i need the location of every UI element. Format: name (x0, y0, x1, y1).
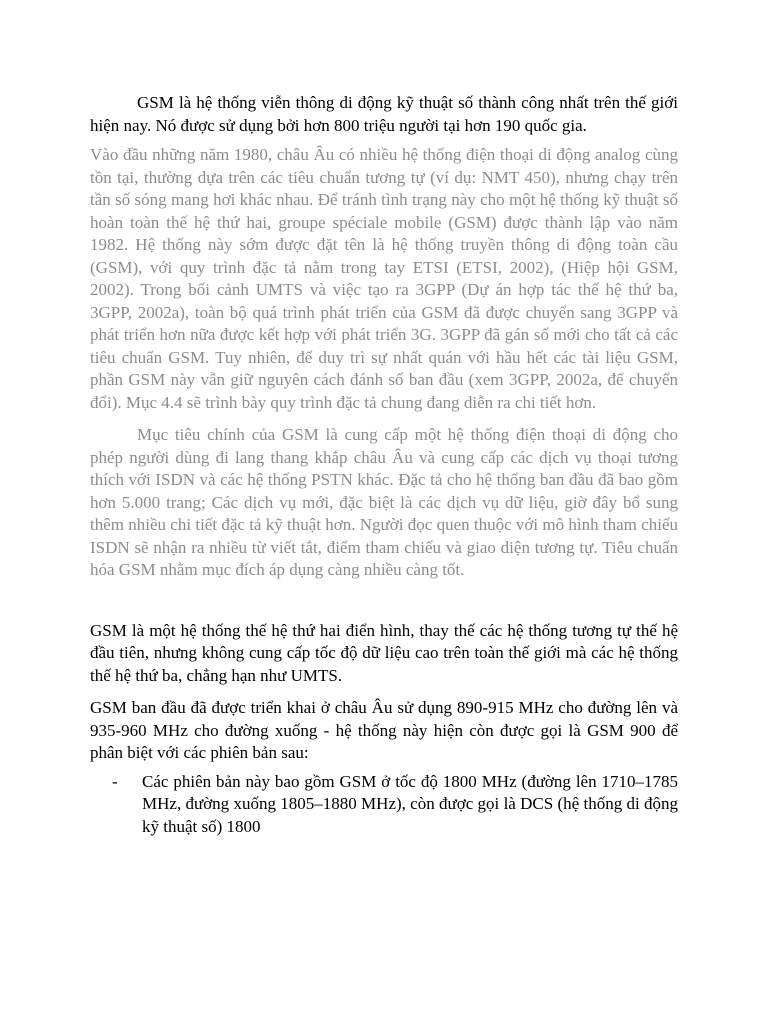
list-item (90, 771, 678, 839)
versions-list (90, 771, 678, 839)
intro-paragraph: GSM là hệ thống viễn thông di động kỹ thuật số thành công nhất trên thế giới hiện nay. Nó được sử dụng bởi hơn 800 triệu người tại hơn 190 quốc gia. (90, 93, 678, 135)
bullet-marker: - (112, 771, 118, 791)
second-generation-paragraph: GSM là một hệ thống thế hệ thứ hai điển hình, thay thế các hệ thống tương tự thế hệ đầu tiên, nhưng không cung cấp tốc độ dữ liệu cao trên toàn thế giới mà các hệ thống thế hệ thứ ba, chẳng hạn như UMTS. (90, 620, 678, 685)
list-item-text: Các phiên bản này bao gồm GSM ở tốc độ 1800 MHz (đường lên 1710–1785 MHz, đường xuống 1805–1880 MHz), còn được gọi là DCS (hệ thống di động kỹ thuật số) 1800 (142, 771, 678, 836)
frequency-bands-paragraph: GSM ban đầu đã được triển khai ở châu Âu sử dụng 890-915 MHz cho đường lên và 935-960 MHz cho đường xuống - hệ thống này hiện còn được gọi là GSM 900 để phân biệt với các phiên bản sau: (90, 698, 678, 762)
goal-paragraph: Mục tiêu chính của GSM là cung cấp một hệ thống điện thoại di động cho phép người dùng đi lang thang khắp châu Âu và cung cấp các dịch vụ thoại tương thích với ISDN và các hệ thống PSTN khác. Đặc tả cho hệ thống ban đầu đã bao gồm hơn 5.000 trang; Các dịch vụ mới, đặc biệt là các dịch vụ dữ liệu, giờ đây bổ sung thêm nhiều chi tiết đặc tả kỹ thuật hơn. Người đọc quen thuộc với mô hình tham chiếu ISDN sẽ nhận ra nhiều từ viết tắt, điểm tham chiếu và giao diện tương tự. Tiêu chuẩn hóa GSM nhằm mục đích áp dụng càng nhiều càng tốt. (90, 425, 678, 579)
history-paragraph: Vào đầu những năm 1980, châu Âu có nhiều hệ thống điện thoại di động analog cùng tồn tại, thường dựa trên các tiêu chuẩn tương tự (ví dụ: NMT 450), nhưng chạy trên tần số sóng mang hơi khác nhau. Để tránh tình trạng này cho một hệ thống kỹ thuật số hoàn toàn thế hệ thứ hai, groupe spéciale mobile (GSM) được thành lập vào năm 1982. Hệ thống này sớm được đặt tên là hệ thống truyền thông di động toàn cầu (GSM), với quy trình đặc tả nằm trong tay ETSI (ETSI, 2002), (Hiệp hội GSM, 2002). Trong bối cảnh UMTS và việc tạo ra 3GPP (Dự án hợp tác thế hệ thứ ba, 3GPP, 2002a), toàn bộ quá trình phát triển của GSM đã được chuyển sang 3GPP và phát triển hơn nữa được kết hợp với phát triển 3G. 3GPP đã gán số mới cho tất cả các tiêu chuẩn GSM. Tuy nhiên, để duy trì sự nhất quán với hầu hết các tài liệu GSM, phần GSM này vẫn giữ nguyên cách đánh số ban đầu (xem 3GPP, 2002a, để chuyển đổi). Mục 4.4 sẽ trình bày quy trình đặc tả chung đang diễn ra chi tiết hơn. (90, 145, 678, 412)
